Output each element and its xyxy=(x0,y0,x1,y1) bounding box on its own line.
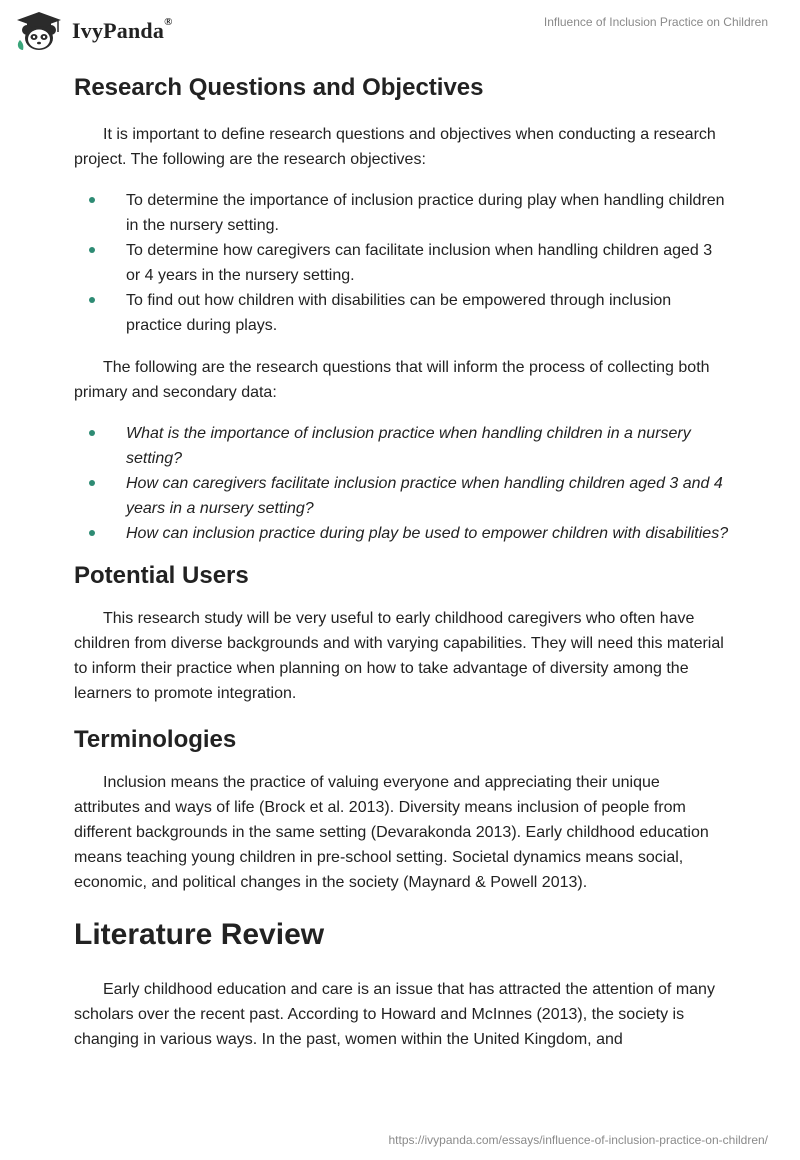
paragraph-terminologies: Inclusion means the practice of valuing everyone and appreciating their unique attributes and ways of life (Brock et al. 2013). Diversity means inclusion of people from different backgrounds in the same setting (Devarakonda 2013). Early childhood education means teaching young children in pre-school setting. Societal dynamics means social, economic, and political changes in the society (Maynard & Powell 2013). xyxy=(74,774,709,891)
list-item: How can caregivers facilitate inclusion practice when handling children aged 3 and 4 years in a nursery setting? xyxy=(74,471,730,521)
list-item: To determine how caregivers can facilitate inclusion when handling children aged 3 or 4 years in the nursery setting. xyxy=(74,238,730,288)
heading-research-questions: Research Questions and Objectives xyxy=(74,74,484,101)
list-item: To find out how children with disabilities can be empowered through inclusion practice during plays. xyxy=(74,288,730,338)
bullet-icon xyxy=(89,480,95,486)
bullet-icon xyxy=(89,197,95,203)
page-header xyxy=(0,0,800,60)
paragraph-rqo-intro: It is important to define research questions and objectives when conducting a research project. The following are the research objectives: xyxy=(74,126,716,168)
paragraph-questions-intro: The following are the research questions that will inform the process of collecting both primary and secondary data: xyxy=(74,359,710,401)
source-url[interactable]: https://ivypanda.com/essays/influence-of-inclusion-practice-on-children/ xyxy=(388,1133,768,1147)
heading-terminologies: Terminologies xyxy=(74,726,237,753)
paragraph-literature-review: Early childhood education and care is an issue that has attracted the attention of many scholars over the recent past. According to Howard and McInnes (2013), the society is changing in various ways. In the past, women within the United Kingdom, and xyxy=(74,981,715,1048)
list-item: What is the importance of inclusion practice when handling children in a nursery setting? xyxy=(74,421,730,471)
bullet-icon xyxy=(89,530,95,536)
article-body xyxy=(74,70,730,1052)
panda-graduate-icon xyxy=(14,10,64,52)
bullet-icon xyxy=(89,430,95,436)
heading-literature-review: Literature Review xyxy=(74,918,325,951)
bullet-icon xyxy=(89,297,95,303)
ivypanda-logo[interactable] xyxy=(14,10,173,52)
bullet-icon xyxy=(89,247,95,253)
logo-wordmark: IvyPanda® xyxy=(72,16,173,43)
document-title: Influence of Inclusion Practice on Children xyxy=(543,15,768,29)
objectives-list xyxy=(74,188,730,338)
paragraph-potential-users: This research study will be very useful to early childhood caregivers who often have children from diverse backgrounds and with varying capabilities. They will need this material to inform their practice when planning on how to take advantage of diversity among the learners to promote integration. xyxy=(74,610,724,702)
questions-list xyxy=(74,421,730,546)
heading-potential-users: Potential Users xyxy=(74,562,249,589)
list-item: How can inclusion practice during play be used to empower children with disabilities? xyxy=(74,521,730,546)
list-item: To determine the importance of inclusion practice during play when handling children in the nursery setting. xyxy=(74,188,730,238)
